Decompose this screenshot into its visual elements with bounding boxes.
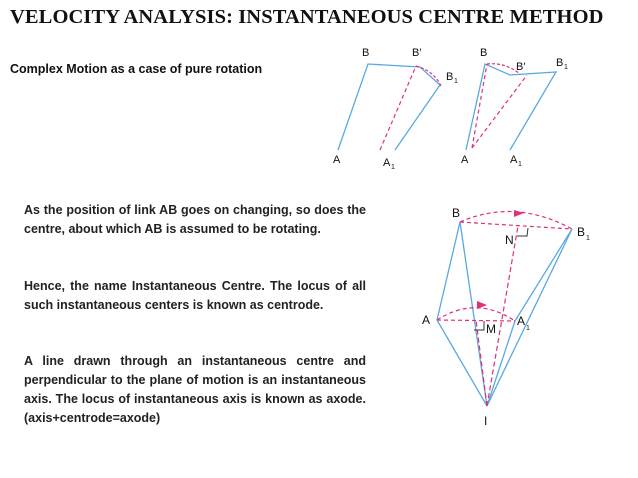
paragraph-centre-changing: As the position of link AB goes on changing, so does the centre, about which AB is assumed to be rotating. [24, 203, 366, 236]
label-a1-subscript: 1 [518, 161, 522, 168]
label-n: N [505, 233, 514, 247]
label-b1-subscript: 1 [564, 64, 568, 71]
link-path-solid [466, 64, 556, 150]
dashed-line-a1-bprime [380, 66, 416, 150]
label-m: M [486, 322, 496, 336]
label-a1-subscript: 1 [526, 325, 530, 332]
label-a1: A [383, 157, 391, 169]
label-a1: A [510, 154, 518, 166]
label-a: A [333, 154, 341, 166]
label-b: B [452, 206, 461, 220]
link-path-solid [338, 64, 440, 150]
label-b1: B [446, 71, 454, 83]
arrowhead-arc-a [477, 301, 487, 309]
label-b: B [480, 47, 488, 59]
diagram-middle-rotation [461, 47, 568, 168]
bisector-i-n [487, 226, 518, 406]
paragraph-centrode: Hence, the name Instantaneous Centre. The locus of all such instantaneous centers is known as centrode. [24, 279, 366, 312]
label-b1-subscript: 1 [454, 78, 458, 85]
label-a1: A [517, 314, 526, 328]
label-a: A [461, 154, 469, 166]
label-b-prime: B′ [516, 61, 526, 73]
diagram-left-rotation [333, 47, 458, 171]
right-angle-mark-n [517, 228, 528, 236]
chord-a-a1 [437, 320, 515, 321]
label-b: B [362, 47, 370, 59]
label-b-prime: B′ [412, 47, 422, 59]
slide-title: VELOCITY ANALYSIS: INSTANTANEOUS CENTRE METHOD [10, 6, 604, 28]
label-a1-subscript: 1 [391, 164, 395, 171]
link-a-b [437, 222, 460, 320]
paragraph-axode: A line drawn through an instantaneous centre and perpendicular to the plane of motion is an instantaneous axis. The locus of instantaneous axis is known as axode. (axis+centrode=axode) [24, 354, 366, 425]
link-a1-b1 [515, 229, 572, 321]
label-b1: B [556, 57, 564, 69]
label-a: A [422, 313, 431, 327]
slide-subtitle: Complex Motion as a case of pure rotation [10, 62, 263, 76]
label-b1: B [577, 225, 586, 239]
arrowhead-arc-b [514, 210, 524, 217]
dashed-line-a-b [472, 64, 487, 148]
diagram-instantaneous-centre [422, 206, 590, 428]
label-b1-subscript: 1 [586, 235, 590, 242]
link-i-a [437, 320, 487, 406]
label-i: I [484, 414, 488, 428]
link-i-b1 [487, 229, 572, 406]
chord-b-b1 [460, 222, 572, 229]
